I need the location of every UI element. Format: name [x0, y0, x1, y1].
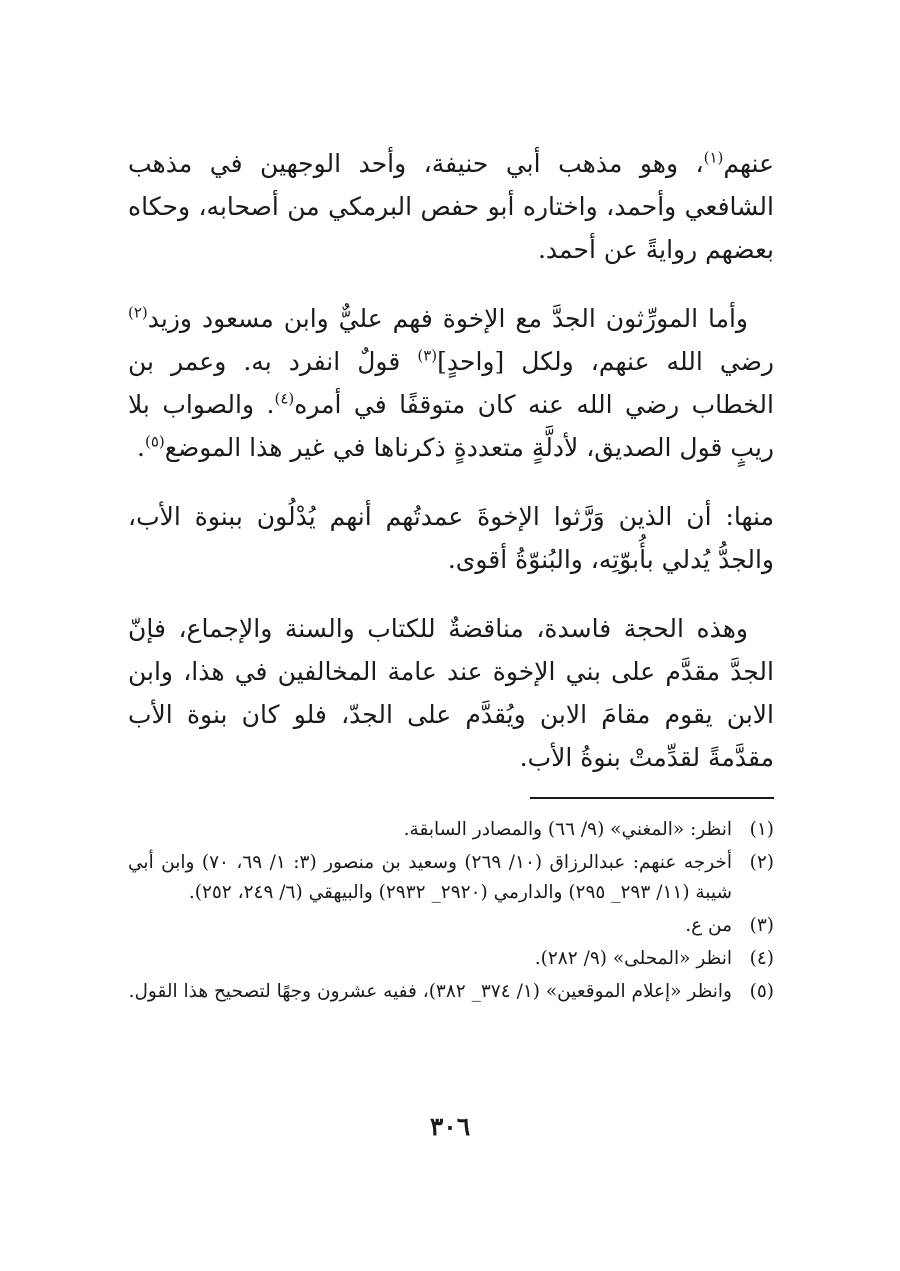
footnote-number: (٣)	[749, 915, 774, 936]
footnote-5	[128, 977, 774, 1007]
footnote-4	[128, 944, 774, 974]
footnote-ref-2: (٢)	[128, 303, 148, 322]
footnote-number: (٤)	[749, 948, 774, 969]
footnote-ref-3: (٣)	[417, 346, 438, 365]
page-number: ٣٠٦	[429, 1112, 471, 1141]
paragraph-3: منها: أن الذين وَرَّثوا الإخوةَ عمدتُهم أنهم يُدْلُون ببنوة الأب، والجدُّ يُدلي بأُبوّتِه، والبُنوّةُ أقوى.	[128, 502, 774, 574]
footnote-text: أخرجه عنهم: عبدالرزاق (١٠/ ٢٦٩) وسعيد بن منصور (٣: ١/ ٦٩، ٧٠) وابن أبي شيبة (١١/ ٢٩٣_ ٢٩٥) والدارمي (٢٩٢٠_ ٢٩٣٢) والبيهقي (٦/ ٢٤٩، ٢٥٢).	[128, 852, 732, 903]
footnote-ref-5: (٥)	[144, 432, 165, 451]
footnote-divider	[530, 797, 774, 799]
footnote-3	[128, 911, 774, 941]
paragraph-1-part-a: عنهم	[723, 149, 774, 178]
footnote-text: انظر: «المغني» (٩/ ٦٦) والمصادر السابقة.	[403, 819, 732, 840]
footnote-ref-4: (٤)	[274, 389, 295, 408]
footnote-text: وانظر «إعلام الموقعين» (١/ ٣٧٤_ ٣٨٢)، ففيه عشرون وجهًا لتصحيح هذا القول.	[128, 981, 732, 1002]
footnote-text: من ع.	[685, 915, 732, 936]
paragraph-4: وهذه الحجة فاسدة، مناقضةٌ للكتاب والسنة والإجماع، فإنّ الجدَّ مقدَّم على بني الإخوة عند عامة المخالفين في هذا، وابن الابن يقوم مقامَ الابن ويُقدَّم على الجدّ، فلو كان بنوة الأب مقدَّمةً لقدِّمتْ بنوةُ الأب.	[128, 614, 774, 772]
paragraph-2-part-c: قولٌ انفرد به. وعمر بن الخطاب رضي الله عنه كان متوقفًا في أمره	[128, 347, 774, 419]
footnote-number: (٥)	[749, 981, 774, 1002]
paragraph-2-part-b: رضي الله عنهم، ولكل [واحدٍ]	[437, 347, 774, 376]
paragraph-2-part-d: . والصواب بلا ريبٍ قول الصديق، لأدلَّةٍ متعددةٍ ذكرناها في غير هذا الموضع	[128, 390, 774, 462]
footnote-2	[128, 848, 774, 908]
paragraph-1-part-b: ، وهو مذهب أبي حنيفة، وأحد الوجهين في مذهب الشافعي وأحمد، واختاره أبو حفص البرمكي من أصحابه، وحكاه بعضهم روايةً عن أحمد.	[128, 149, 774, 264]
footnote-text: انظر «المحلى» (٩/ ٢٨٢).	[534, 948, 732, 969]
main-text	[128, 142, 774, 805]
footnote-number: (٢)	[749, 852, 774, 873]
paragraph-2-part-e: .	[137, 433, 145, 462]
footnotes	[128, 815, 774, 1010]
footnote-number: (١)	[749, 819, 774, 840]
paragraph-2-part-a: وأما المورِّثون الجدَّ مع الإخوة فهم عليٌّ وابن مسعود وزيد	[147, 304, 748, 333]
footnote-1	[128, 815, 774, 845]
paragraph-1	[128, 142, 774, 271]
footnote-ref-1: (١)	[703, 148, 724, 167]
paragraph-2	[128, 297, 774, 469]
